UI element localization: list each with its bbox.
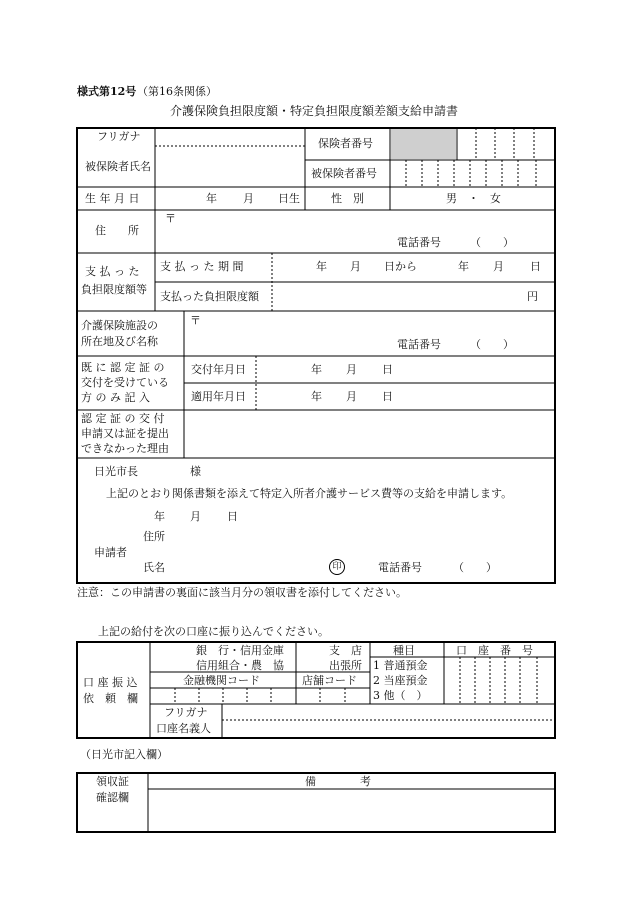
reason-label-line3: できなかった理由 — [81, 442, 169, 455]
from-year-unit: 年 — [316, 260, 327, 273]
issue-month-unit: 月 — [346, 363, 357, 376]
account-type-option-other[interactable]: 3 他（ ） — [373, 689, 428, 702]
branch-line2: 出張所 — [329, 659, 362, 672]
certificate-label-line1: 既 に 認 定 証 の — [81, 361, 165, 374]
office-caption: （日光市記入欄） — [80, 748, 168, 761]
paid-label-line2: 負担限度額等 — [81, 283, 147, 296]
paid-period-label: 支 払 っ た 期 間 — [160, 260, 244, 273]
form-number: 様式第12号 — [77, 85, 137, 98]
furigana-label: フリガナ — [97, 130, 141, 143]
facility-phone-paren: （ ） — [470, 338, 514, 351]
branch-code-label: 店舗コード — [302, 674, 357, 687]
sex-label: 性 別 — [331, 192, 364, 205]
account-holder-label: 口座名義人 — [156, 722, 211, 735]
account-number-label: 口 座 番 号 — [456, 644, 533, 657]
insurer-number-shaded-cell — [391, 129, 456, 159]
birth-month-unit: 月 — [243, 192, 254, 205]
receipt-check-line1: 領収証 — [96, 775, 129, 788]
bank-code-label: 金融機関コード — [183, 674, 260, 687]
declaration-month-unit: 月 — [190, 510, 201, 523]
account-type-option-checking[interactable]: 2 当座預金 — [373, 674, 428, 687]
insurer-number-label: 保険者番号 — [318, 137, 373, 150]
remarks-label: 備 考 — [305, 775, 371, 788]
to-month-unit: 月 — [493, 260, 504, 273]
paid-amount-label: 支払った負担限度額 — [160, 290, 259, 303]
facility-phone-label: 電話番号 — [397, 338, 441, 351]
facility-label-line2: 所在地及び名称 — [81, 335, 158, 348]
postal-mark: 〒 — [165, 212, 176, 225]
bank-types-line1: 銀 行・信用金庫 — [196, 644, 284, 657]
sex-options[interactable]: 男 ・ 女 — [446, 192, 501, 205]
to-year-unit: 年 — [458, 260, 469, 273]
from-month-unit: 月 — [350, 260, 361, 273]
apply-year-unit: 年 — [311, 390, 322, 403]
applicant-name-label: 氏名 — [143, 561, 165, 574]
bank-label-line2: 依 頼 欄 — [83, 692, 138, 705]
applicant-phone-paren: （ ） — [453, 561, 497, 574]
apply-day-unit: 日 — [382, 390, 393, 403]
insured-number-label: 被保険者番号 — [311, 167, 377, 180]
holder-furigana-label: フリガナ — [164, 706, 208, 719]
address-label: 住 所 — [95, 224, 139, 237]
facility-postal-mark: 〒 — [190, 314, 201, 327]
to-day-unit: 日 — [530, 260, 541, 273]
apply-month-unit: 月 — [346, 390, 357, 403]
applicant-address-label: 住所 — [143, 530, 165, 543]
insured-name-label: 被保険者氏名 — [85, 160, 151, 173]
certificate-label-line2: 交付を受けている — [81, 376, 169, 389]
account-type-label: 種目 — [393, 644, 415, 657]
reason-label-line1: 認 定 証 の 交 付 — [81, 412, 165, 425]
issue-day-unit: 日 — [382, 363, 393, 376]
birth-year-unit: 年 — [206, 192, 217, 205]
birth-date-label: 生 年 月 日 — [85, 192, 140, 205]
declaration-statement: 上記のとおり関係書類を添えて特定入所者介護サービス費等の支給を申請します。 — [106, 487, 513, 500]
phone-paren: （ ） — [470, 236, 514, 249]
reason-label-line2: 申請又は証を提出 — [81, 427, 169, 440]
paid-label-line1: 支 払 っ た — [85, 265, 140, 278]
declaration-year-unit: 年 — [154, 510, 165, 523]
facility-label-line1: 介護保険施設の — [81, 319, 158, 332]
apply-date-label: 適用年月日 — [191, 390, 246, 403]
account-type-option-ordinary[interactable]: 1 普通預金 — [373, 659, 428, 672]
applicant-label: 申請者 — [94, 546, 127, 559]
declaration-day-unit: 日 — [227, 510, 238, 523]
seal-mark-icon: 印 — [329, 559, 345, 575]
applicant-phone-label: 電話番号 — [378, 561, 422, 574]
yen-unit: 円 — [527, 290, 538, 303]
branch-line1: 支 店 — [329, 644, 362, 657]
honorific: 様 — [190, 465, 201, 478]
form-title: 介護保険負担限度額・特定負担限度額差額支給申請書 — [170, 104, 459, 118]
issue-year-unit: 年 — [311, 363, 322, 376]
birth-day-unit: 日生 — [278, 192, 300, 205]
issue-date-label: 交付年月日 — [191, 363, 246, 376]
bank-types-line2: 信用組合・農 協 — [196, 659, 284, 672]
addressee: 日光市長 — [94, 465, 138, 478]
bank-label-line1: 口 座 振 込 — [83, 676, 138, 689]
receipt-check-line2: 確認欄 — [96, 791, 129, 804]
from-day-unit: 日から — [384, 260, 417, 273]
phone-label: 電話番号 — [397, 236, 441, 249]
bank-intro: 上記の給付を次の口座に振り込んでください。 — [98, 625, 329, 638]
attachment-notice: 注意：この申請書の裏面に該当月分の領収書を添付してください。 — [77, 586, 407, 599]
form-basis: （第16条関係） — [137, 85, 217, 98]
certificate-label-line3: 方 の み 記 入 — [81, 391, 150, 404]
